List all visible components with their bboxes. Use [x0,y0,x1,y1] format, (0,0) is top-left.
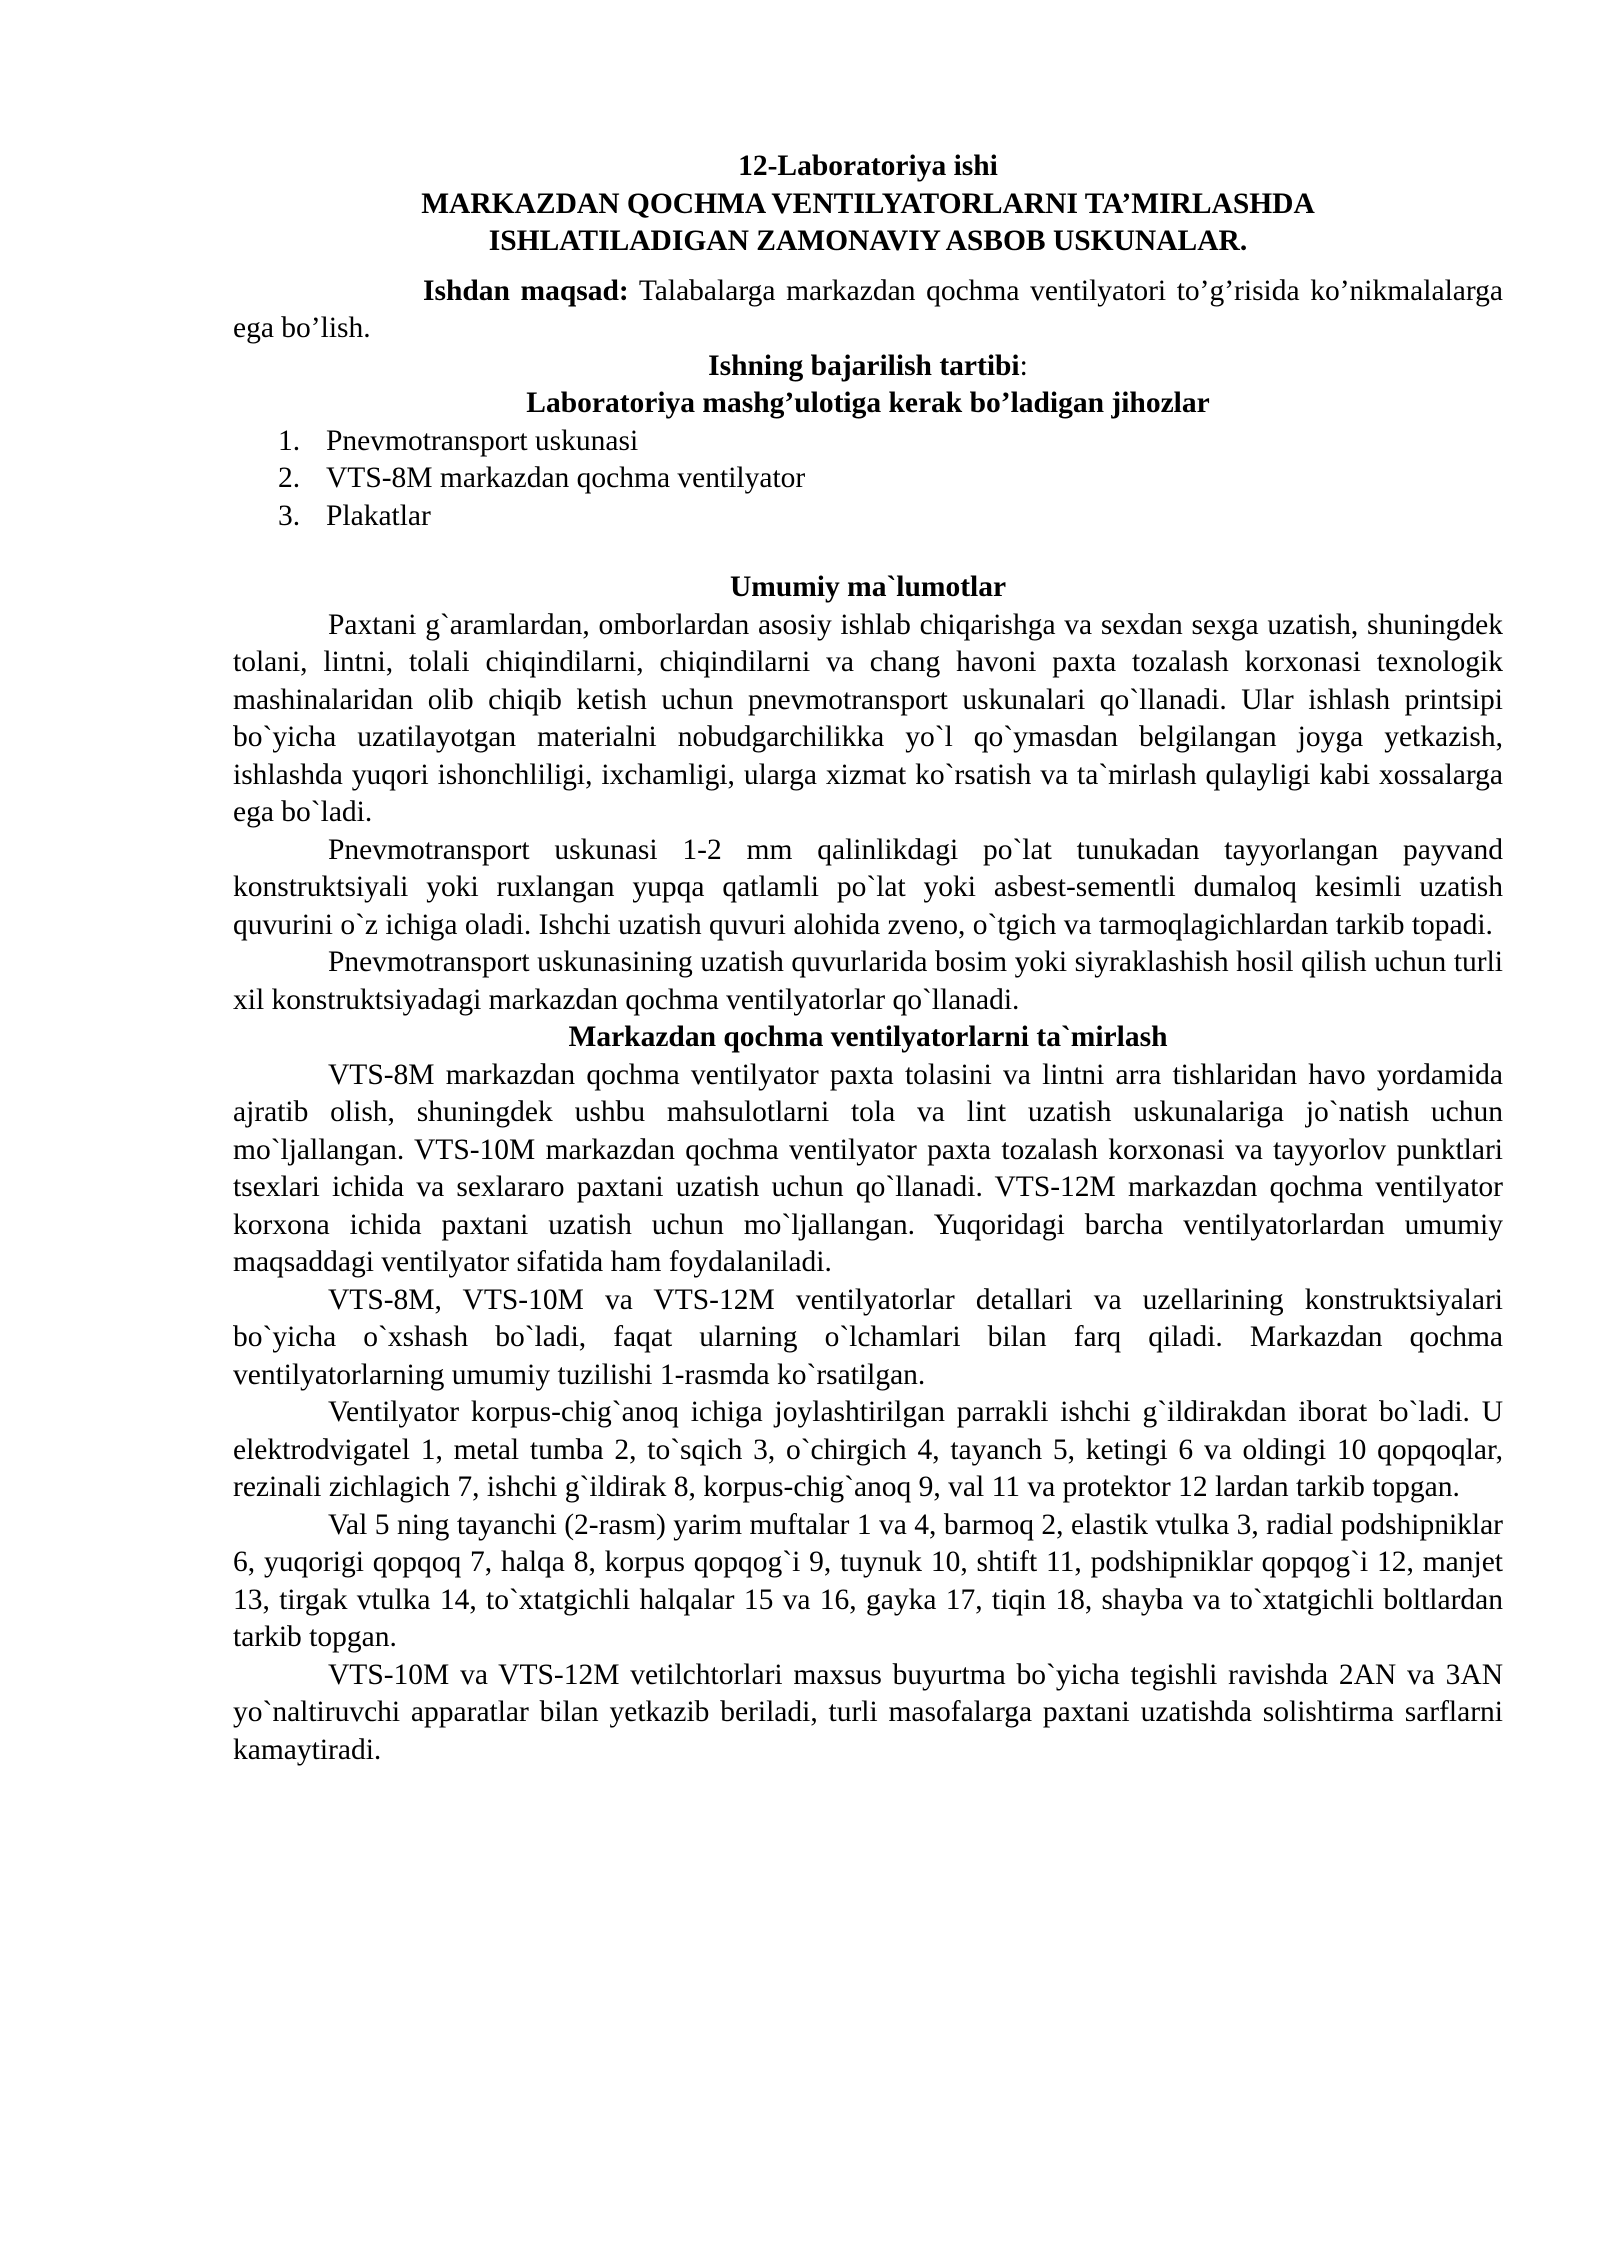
title-line-2: ISHLATILADIGAN ZAMONAVIY ASBOB USKUNALAR. [488,225,1248,257]
list-item-number: 1. [278,424,301,457]
list-item [233,460,1503,498]
title-block [233,148,1503,261]
equipment-heading: Laboratoriya mashg’ulotiga kerak bo’ladigan jihozlar [526,387,1210,419]
body-paragraph: VTS-8M, VTS-10M va VTS-12M ventilyatorlar detallari va uzellarining konstruktsiyalari bo`yicha o`xshash bo`ladi, faqat ularning o`lchamlari bilan farq qiladi. Markazdan qochma ventilyatorlarning umumiy tuzilishi 1-rasmda ko`rsatilgan. [233,1283,1503,1391]
general-heading: Umumiy ma`lumotlar [729,571,1007,603]
list-item-text: Pnevmotransport uskunasi [326,424,639,457]
list-item-text: VTS-8M markazdan qochma ventilyator [326,462,806,494]
body-paragraph: Ventilyator korpus-chig`anoq ichiga joylashtirilgan parrakli ishchi g`ildirakdan iborat bo`ladi. U elektrodvigatel 1, metal tumba 2, to`sqich 3, o`chirgich 4, tayanch 5, ketingi 6 va oldingi 10 qopqoqlar, rezinali zichlagich 7, ishchi g`ildirak 8, korpus-chig`anoq 9, val 11 va protektor 12 lardan tarkib topgan. [233,1396,1503,1503]
title-line-1: MARKAZDAN QOCHMA VENTILYATORLARNI TA’MIRLASHDA [421,187,1315,220]
document-page [233,148,1503,1769]
equipment-list [233,423,1503,536]
purpose-text: Talabalarga markazdan qochma ventilyatori to’g’risida ko’nikmalalarga ega bo’lish. [233,274,1503,344]
list-item-number: 3. [278,499,301,532]
purpose-paragraph [233,273,1503,348]
procedure-heading-text: Ishning bajarilish tartibi [708,349,1020,382]
body-paragraph: Pnevmotransport uskunasi 1-2 mm qalinlikdagi po`lat tunukadan tayyorlangan payvand konstruktsiyali yoki ruxlangan yupqa qatlamli po`lat yoki asbest-sementli dumaloq kesimli uzatish quvurini o`z ichiga oladi. Ishchi uzatish quvuri alohida zveno, o`tgich va tarmoqlagichlardan tarkib topadi. [233,833,1503,941]
purpose-label: Ishdan maqsad: [423,274,629,307]
list-item-number: 2. [278,462,301,494]
body-paragraph: Val 5 ning tayanchi (2-rasm) yarim muftalar 1 va 4, barmoq 2, elastik vtulka 3, radial podshipniklar 6, yuqorigi qopqoq 7, halqa 8, korpus qopqog`i 9, tuynuk 10, shtift 11, podshipniklar qopqog`i 12, manjet 13, tirgak vtulka 14, to`xtatgichli halqalar 15 va 16, gayka 17, tiqin 18, shayba va to`xtatgichli boltlardan tarkib topgan. [233,1508,1503,1653]
procedure-heading [233,348,1503,386]
lab-number: 12-Laboratoriya ishi [738,150,998,182]
list-item [233,423,1503,461]
list-item [233,498,1503,536]
spacer [233,535,1503,569]
body-paragraph: VTS-8M markazdan qochma ventilyator paxta tolasini va lintni arra tishlaridan havo yordamida ajratib olish, shuningdek ushbu mahsulotlarni tola va lint uzatish uskunalariga jo`natish uchun mo`ljallangan. VTS-10M markazdan qochma ventilyator paxta tozalash korxonasi va tayyorlov punktlari tsexlari ichida va sexlararo paxtani uzatish uchun qo`llanadi. VTS-12M markazdan qochma ventilyator korxona ichida paxtani uzatish uchun mo`ljallangan. Yuqoridagi barcha ventilyatorlardan umumiy maqsaddagi ventilyator sifatida ham foydalaniladi. [233,1058,1503,1278]
body-paragraph: VTS-10M va VTS-12M vetilchtorlari maxsus buyurtma bo`yicha tegishli ravishda 2AN va 3AN yo`naltiruvchi apparatlar bilan yetkazib beriladi, turli masofalarga paxtani uzatishda solishtirma sarflarni kamaytiradi. [233,1658,1503,1766]
body-paragraph: Paxtani g`aramlardan, omborlardan asosiy ishlab chiqarishga va sexdan sexga uzatish, shuningdek tolani, lintni, tolali chiqindilarni, chiqindilarni va chang havoni paxta tozalash korxonasi texnologik mashinalaridan olib chiqib ketish uchun pnevmotransport uskunalari qo`llanadi. Ular ishlash printsipi bo`yicha uzatilayotgan materialni nobudgarchilikka yo`l qo`ymasdan belgilangan joyga yetkazish, ishlashda yuqori ishonchliligi, ixchamligi, ularga xizmat ko`rsatish va ta`mirlash qulayligi kabi xossalarga ega bo`ladi. [233,608,1503,828]
list-item-text: Plakatlar [326,499,431,532]
procedure-heading-colon: : [1019,349,1028,382]
repair-heading: Markazdan qochma ventilyatorlarni ta`mirlash [568,1021,1168,1053]
body-paragraph: Pnevmotransport uskunasining uzatish quvurlarida bosim yoki siyraklashish hosil qilish uchun turli xil konstruktsiyadagi markazdan qochma ventilyatorlar qo`llanadi. [233,946,1503,1016]
